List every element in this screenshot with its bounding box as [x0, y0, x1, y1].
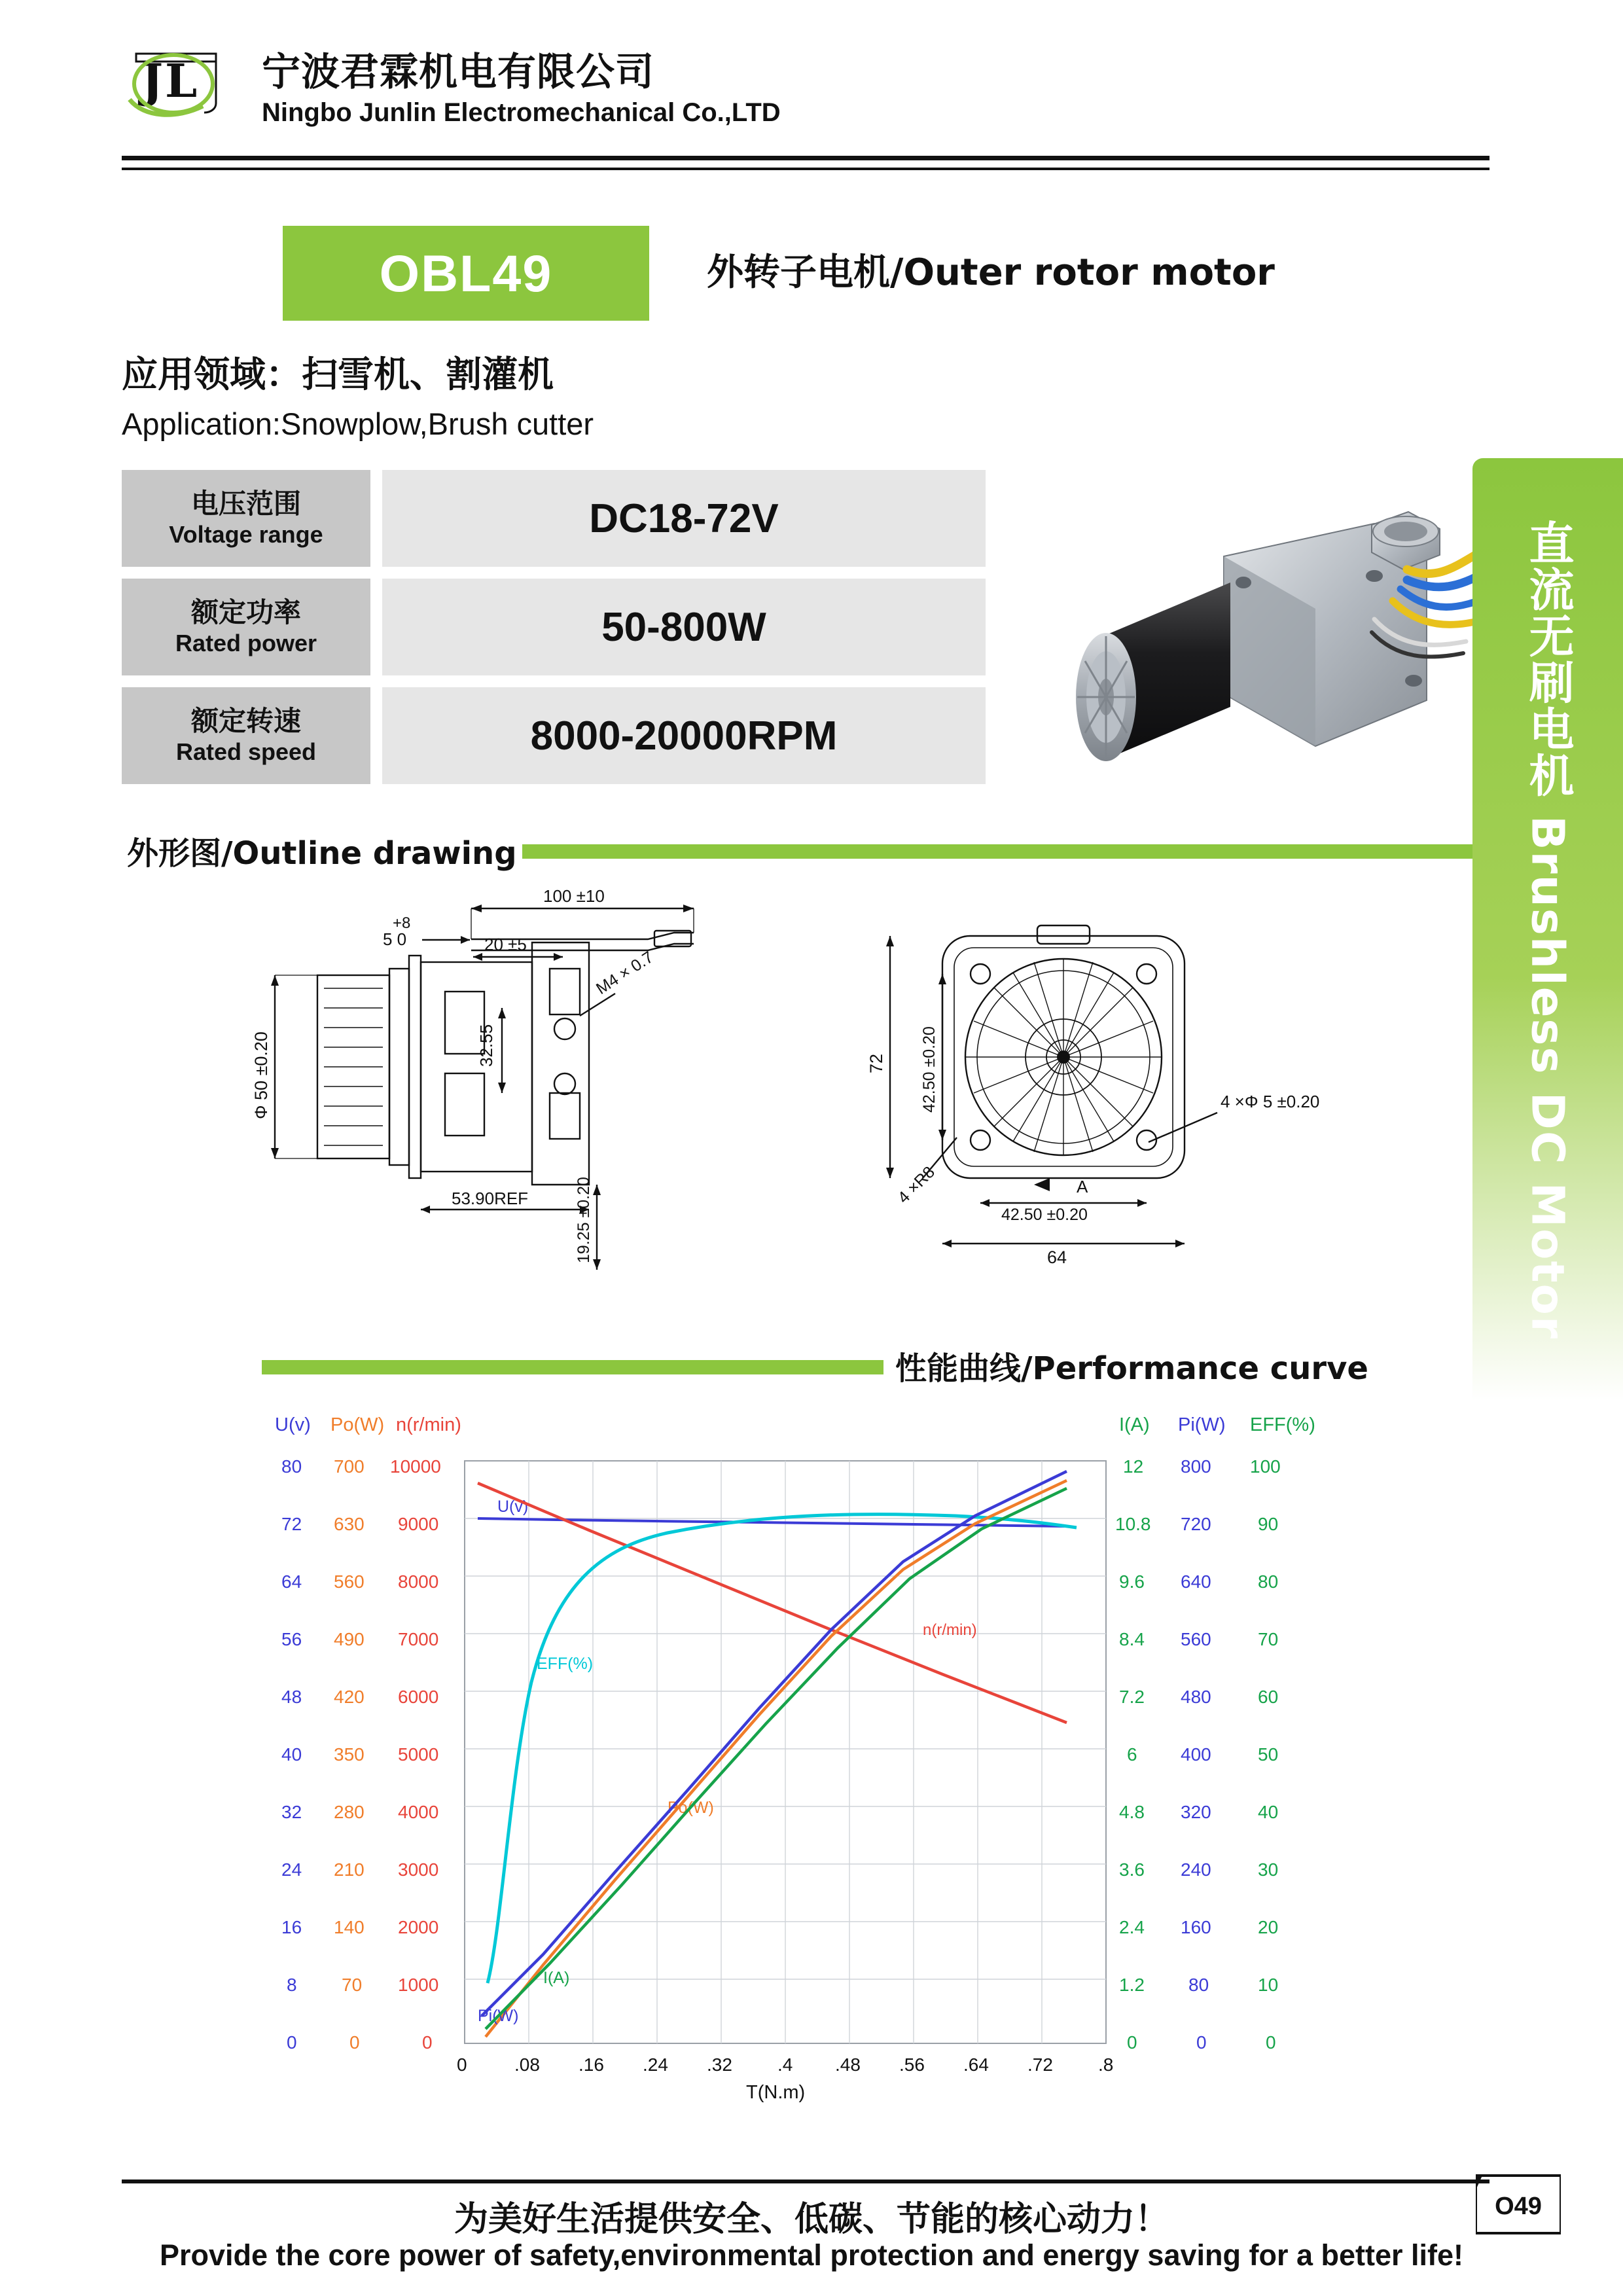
svg-text:5000: 5000	[398, 1744, 439, 1765]
svg-text:140: 140	[334, 1917, 365, 1937]
svg-text:8: 8	[287, 1975, 297, 1995]
performance-chart	[262, 1407, 1414, 2173]
svg-text:.32: .32	[707, 2054, 732, 2075]
svg-text:70: 70	[1258, 1629, 1279, 1649]
svg-text:.48: .48	[835, 2054, 861, 2075]
axis-label-x: T(N.m)	[746, 2082, 806, 2103]
svg-text:0: 0	[349, 2032, 360, 2053]
svg-text:90: 90	[1258, 1514, 1279, 1534]
spec-value-speed: 8000-20000RPM	[382, 687, 986, 784]
dim-tol-top: +8	[393, 914, 411, 932]
dim-tol-bot: 5 0	[383, 929, 407, 949]
company-name-en: Ningbo Junlin Electromechanical Co.,LTD	[262, 98, 781, 127]
dim-4250-v: 42.50 ±0.20	[920, 1026, 938, 1113]
svg-text:0: 0	[422, 2032, 433, 2053]
svg-text:16: 16	[281, 1917, 302, 1937]
svg-text:1000: 1000	[398, 1975, 439, 1995]
performance-section-bar	[262, 1360, 883, 1374]
svg-text:0: 0	[1266, 2032, 1276, 2053]
svg-text:7000: 7000	[398, 1629, 439, 1649]
svg-text:.24: .24	[643, 2054, 668, 2075]
model-badge	[283, 226, 649, 321]
company-name-cn: 宁波君霖机电有限公司	[262, 49, 655, 94]
model-name: OBL49	[379, 244, 553, 302]
axis-ticks-x	[457, 2054, 1113, 2075]
spec-label-en: Rated speed	[175, 738, 317, 765]
svg-text:32: 32	[281, 1802, 302, 1822]
svg-text:.56: .56	[899, 2054, 925, 2075]
page-header	[0, 0, 1623, 177]
svg-text:490: 490	[334, 1629, 365, 1649]
svg-text:350: 350	[334, 1744, 365, 1765]
outline-section-bar	[412, 844, 1472, 859]
outline-section-title: 外形图/Outline drawing	[122, 828, 522, 873]
axis-title-po: Po(W)	[330, 1414, 385, 1435]
spec-value-power: 50-800W	[382, 579, 986, 675]
svg-text:6: 6	[1127, 1744, 1137, 1765]
svg-text:400: 400	[1181, 1744, 1211, 1765]
svg-text:80: 80	[1188, 1975, 1209, 1995]
svg-text:.64: .64	[963, 2054, 989, 2075]
svg-text:240: 240	[1181, 1859, 1211, 1880]
dim-64: 64	[1047, 1247, 1067, 1267]
spec-label-cn: 额定功率	[190, 596, 301, 629]
svg-text:640: 640	[1181, 1571, 1211, 1592]
svg-text:280: 280	[334, 1802, 365, 1822]
svg-text:70: 70	[342, 1975, 363, 1995]
svg-text:2.4: 2.4	[1119, 1917, 1145, 1937]
application-en: Application:Snowplow,Brush cutter	[122, 406, 594, 441]
spec-value-voltage: DC18-72V	[382, 470, 986, 567]
dim-20: 20 ±5	[484, 935, 527, 954]
svg-text:560: 560	[1181, 1629, 1211, 1649]
table-row	[122, 470, 986, 567]
spec-label-voltage	[122, 470, 370, 567]
header-divider-thin	[122, 168, 1489, 170]
spec-label-en: Voltage range	[169, 520, 323, 548]
svg-text:800: 800	[1181, 1456, 1211, 1477]
dim-phi50: Φ 50 ±0.20	[251, 1031, 271, 1119]
spec-label-cn: 额定转速	[190, 705, 301, 738]
svg-text:80: 80	[1258, 1571, 1279, 1592]
svg-text:7.2: 7.2	[1119, 1687, 1145, 1707]
page-number-badge	[1476, 2173, 1561, 2236]
footer-divider	[122, 2179, 1489, 2183]
axis-ticks-po	[334, 1456, 365, 2053]
table-row	[122, 579, 986, 675]
series-label-i: I(A)	[543, 1969, 570, 1987]
svg-text:3.6: 3.6	[1119, 1859, 1145, 1880]
series-label-pi: Pi(W)	[478, 2007, 519, 2025]
footer-slogan-en: Provide the core power of safety,environmental protection and energy saving for a better life!	[159, 2238, 1464, 2272]
header-divider-thick	[122, 156, 1489, 160]
svg-text:320: 320	[1181, 1802, 1211, 1822]
spec-label-power	[122, 579, 370, 675]
svg-text:80: 80	[281, 1456, 302, 1477]
svg-text:560: 560	[334, 1571, 365, 1592]
svg-text:2000: 2000	[398, 1917, 439, 1937]
svg-text:9.6: 9.6	[1119, 1571, 1145, 1592]
svg-text:72: 72	[281, 1514, 302, 1534]
side-banner	[1472, 458, 1623, 1401]
svg-text:420: 420	[334, 1687, 365, 1707]
svg-text:480: 480	[1181, 1687, 1211, 1707]
svg-text:.4: .4	[777, 2054, 793, 2075]
dim-A: A	[1077, 1177, 1088, 1196]
svg-text:630: 630	[334, 1514, 365, 1534]
spec-label-speed	[122, 687, 370, 784]
svg-text:8.4: 8.4	[1119, 1629, 1145, 1649]
dim-1925: 19.25 ±0.20	[575, 1177, 593, 1263]
table-row	[122, 687, 986, 784]
dim-3255: 32.55	[476, 1024, 496, 1067]
axis-ticks-pi	[1181, 1456, 1211, 2053]
axis-title-i: I(A)	[1119, 1414, 1150, 1435]
dim-4250-h: 42.50 ±0.20	[1001, 1206, 1088, 1224]
svg-text:40: 40	[281, 1744, 302, 1765]
product-photo	[1008, 484, 1518, 818]
dim-100: 100 ±10	[543, 886, 605, 906]
svg-text:10.8: 10.8	[1115, 1514, 1151, 1534]
svg-text:0: 0	[287, 2032, 297, 2053]
series-label-eff: EFF(%)	[537, 1655, 594, 1673]
svg-text:0: 0	[1127, 2032, 1137, 2053]
company-logo	[124, 41, 242, 126]
series-label-po: Po(W)	[668, 1799, 714, 1817]
axis-ticks-n	[390, 1456, 441, 2053]
svg-text:8000: 8000	[398, 1571, 439, 1592]
svg-text:.08: .08	[514, 2054, 540, 2075]
svg-text:9000: 9000	[398, 1514, 439, 1534]
page-number: O49	[1495, 2193, 1542, 2220]
dim-thread: M4 × 0.7	[593, 948, 657, 999]
side-banner-text: 直流无刷电机 Brushless DC Motor	[1521, 519, 1574, 1340]
footer-slogan-cn: 为美好生活提供安全、低碳、节能的核心动力！	[454, 2200, 1169, 2239]
svg-text:L: L	[165, 54, 198, 108]
svg-text:4000: 4000	[398, 1802, 439, 1822]
svg-text:30: 30	[1258, 1859, 1279, 1880]
axis-ticks-i	[1115, 1456, 1151, 2053]
performance-section-title: 性能曲线/Performance curve	[890, 1343, 1374, 1388]
spec-table	[122, 470, 986, 796]
application-cn: 应用领域：扫雪机、割灌机	[122, 353, 554, 395]
svg-text:1.2: 1.2	[1119, 1975, 1145, 1995]
outline-drawing	[196, 877, 1440, 1388]
dim-72: 72	[866, 1053, 886, 1073]
svg-text:40: 40	[1258, 1802, 1279, 1822]
svg-text:720: 720	[1181, 1514, 1211, 1534]
svg-text:160: 160	[1181, 1917, 1211, 1937]
dim-4xphi5: 4 ×Φ 5 ±0.20	[1221, 1092, 1320, 1111]
svg-text:56: 56	[281, 1629, 302, 1649]
svg-text:60: 60	[1258, 1687, 1279, 1707]
svg-text:48: 48	[281, 1687, 302, 1707]
series-label-u: U(v)	[497, 1498, 529, 1516]
spec-label-cn: 电压范围	[190, 488, 301, 520]
svg-text:.8: .8	[1098, 2054, 1114, 2075]
axis-title-u: U(v)	[275, 1414, 311, 1435]
svg-text:700: 700	[334, 1456, 365, 1477]
axis-title-n: n(r/min)	[396, 1414, 461, 1435]
dim-4xr8: 4 ×R8	[894, 1162, 938, 1208]
svg-text:20: 20	[1258, 1917, 1279, 1937]
svg-text:210: 210	[334, 1859, 365, 1880]
svg-text:10000: 10000	[390, 1456, 441, 1477]
svg-text:3000: 3000	[398, 1859, 439, 1880]
svg-text:0: 0	[457, 2054, 467, 2075]
svg-text:10: 10	[1258, 1975, 1279, 1995]
motor-type-title: 外转子电机/Outer rotor motor	[707, 251, 1275, 294]
svg-text:24: 24	[281, 1859, 302, 1880]
svg-text:J: J	[141, 54, 164, 108]
svg-text:.72: .72	[1027, 2054, 1053, 2075]
svg-text:12: 12	[1123, 1456, 1144, 1477]
series-label-n: n(r/min)	[923, 1621, 977, 1639]
svg-text:100: 100	[1250, 1456, 1281, 1477]
svg-text:64: 64	[281, 1571, 302, 1592]
svg-text:0: 0	[1196, 2032, 1207, 2053]
dim-539: 53.90REF	[452, 1189, 529, 1208]
axis-title-eff: EFF(%)	[1250, 1414, 1315, 1435]
svg-text:6000: 6000	[398, 1687, 439, 1707]
axis-title-pi: Pi(W)	[1178, 1414, 1226, 1435]
svg-text:4.8: 4.8	[1119, 1802, 1145, 1822]
svg-text:50: 50	[1258, 1744, 1279, 1765]
svg-text:.16: .16	[579, 2054, 604, 2075]
axis-ticks-eff	[1250, 1456, 1281, 2053]
axis-ticks-u	[281, 1456, 302, 2053]
spec-label-en: Rated power	[175, 629, 317, 656]
